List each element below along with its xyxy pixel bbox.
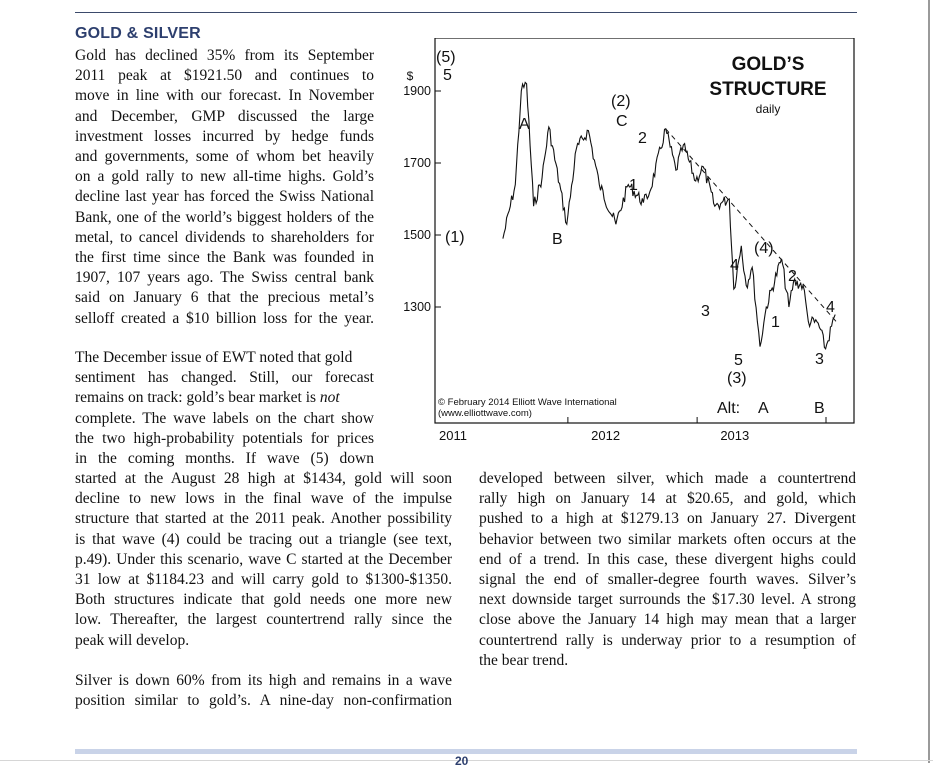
- text-line: structure that started at the 2011 peak. Another possibility: [75, 510, 452, 528]
- wave-label: 4: [826, 299, 835, 316]
- y-axis-labels: [407, 69, 414, 83]
- text-line: Gold has declined 35% from its September: [75, 47, 374, 64]
- text-line: rally high on January 14 at $20.65, and gold, which: [479, 490, 856, 508]
- text-line: decline last year has forced the Swiss National: [75, 188, 374, 206]
- text-line: peak will develop.: [75, 631, 190, 649]
- wave-label: 5: [443, 67, 452, 84]
- text-line: the two high-probability potentials for prices: [75, 429, 374, 447]
- paragraph-divergence: [479, 469, 856, 671]
- text-line: Silver is down 60% from its high and remains in a wave: [75, 672, 452, 689]
- paragraph-gold-intro: [75, 46, 374, 329]
- text-line: [75, 388, 374, 408]
- text-line: 31 low at $1184.23 and will carry gold to $1300-$1350.: [75, 571, 452, 589]
- y-unit-label: $: [406, 69, 414, 83]
- text-line: The December issue of EWT noted that gold: [75, 349, 353, 366]
- paragraph-forecast-wide: [75, 469, 452, 651]
- text-line: selloff created a $10 billion loss for the year.: [75, 309, 374, 327]
- y-tick-label: 1700: [403, 156, 431, 170]
- gold-structure-chart: [380, 38, 857, 448]
- text-line: started at the August 28 high at $1434, gold will soon: [75, 470, 452, 487]
- paragraph-silver: [75, 671, 452, 711]
- text-line: in the coming months. If wave (5) down: [75, 450, 374, 468]
- text-line: move in line with our forecast. In November: [75, 87, 374, 105]
- wave-label: C: [616, 113, 628, 130]
- wave-label: (1): [445, 229, 465, 246]
- chart-title-line1: GOLD’S: [731, 54, 805, 75]
- copyright-line1: © February 2014 Elliott Wave International: [438, 397, 617, 408]
- wave-label: A: [519, 116, 530, 133]
- text-line: complete. The wave labels on the chart show: [75, 409, 374, 427]
- text-line: signal the end of smaller-degree fourth waves. Silver’s: [479, 571, 856, 589]
- wave-label: 3: [701, 303, 710, 320]
- y-tick-label: 1300: [403, 300, 431, 314]
- wave-label: 3: [815, 351, 824, 368]
- text-line: sentiment has changed. Still, our forecast: [75, 369, 374, 387]
- text-line: position similar to gold’s. A nine-day non-confirmation: [75, 692, 452, 710]
- page-edge: [928, 0, 930, 763]
- wave-label: 2: [638, 130, 647, 147]
- text-fragment: remains on track: gold’s bear market is: [75, 389, 317, 407]
- text-line: developed between silver, which made a countertrend: [479, 470, 856, 487]
- text-line: the bear trend.: [479, 651, 569, 669]
- wave-label: B: [552, 231, 563, 248]
- paragraph-forecast-narrow: [75, 348, 374, 469]
- text-line: pushed to a high at $1279.13 on January 27. Divergent: [479, 510, 856, 528]
- x-tick-label: 2011: [439, 428, 467, 443]
- text-line: said on January 6 that the precious metal’s: [75, 289, 374, 307]
- y-tick-label: 1900: [403, 84, 431, 98]
- chart-subtitle: daily: [755, 102, 781, 116]
- text-line: close above the January 14 high may mean that a larger: [479, 611, 856, 629]
- text-line: and December, GMP discussed the large: [75, 107, 374, 125]
- section-heading: GOLD & SILVER: [75, 25, 201, 42]
- text-line: Bank, one of the world’s biggest holders of the: [75, 208, 374, 226]
- emphasis-text: not: [319, 389, 340, 407]
- text-line: countertrend rally is underway prior to a resumption of: [479, 631, 856, 649]
- wave-label: 1: [629, 177, 638, 194]
- text-line: 2011 peak at $1921.50 and continues to: [75, 67, 374, 85]
- alt-label: Alt:: [717, 400, 741, 417]
- text-line: on a gold rally to new all-time highs. Gold’s: [75, 168, 374, 186]
- wave-label: (3): [727, 370, 747, 387]
- text-line: 1907, 107 years ago. The Swiss central bank: [75, 269, 374, 287]
- wave-label: 4: [730, 257, 739, 274]
- text-line: p.49). Under this scenario, wave C started at the December: [75, 550, 452, 568]
- top-rule: [75, 12, 857, 13]
- wave-label: 2: [788, 268, 797, 285]
- text-line: behavior between two similar markets often occurs at the: [479, 530, 856, 548]
- text-line: next downside target surrounds the $17.30 level. A strong: [479, 591, 856, 609]
- text-line: low. Thereafter, the largest countertrend rally since the: [75, 611, 452, 629]
- text-line: and governments, some of whom bet heavily: [75, 148, 374, 166]
- text-line: Both structures indicate that gold needs one more new: [75, 591, 452, 609]
- wave-label: 1: [771, 314, 780, 331]
- text-line: investment losses incurred by hedge funds: [75, 127, 374, 145]
- wave-label: A: [758, 400, 769, 417]
- text-line: the first time since the Bank was founded in: [75, 249, 374, 267]
- chart-title-line2: STRUCTURE: [709, 79, 827, 100]
- copyright-line2: (www.elliottwave.com): [438, 408, 532, 419]
- y-tick-label: 1500: [403, 228, 431, 242]
- wave-label: B: [814, 400, 825, 417]
- x-tick-label: 2013: [720, 428, 750, 443]
- wave-label: (5): [436, 49, 456, 66]
- wave-label: (4): [754, 240, 774, 257]
- x-tick-label: 2012: [591, 428, 621, 443]
- text-line: decline to new lows in the final wave of the impulse: [75, 490, 452, 508]
- wave-label: 5: [734, 352, 743, 369]
- page-number: 20: [455, 754, 469, 768]
- text-line: metal, to cancel dividends to shareholders for: [75, 228, 374, 246]
- text-line: end of a trend. In this case, these divergent highs could: [479, 550, 856, 568]
- text-line: is that wave (4) could be tracing out a triangle (see text,: [75, 530, 452, 548]
- wave-label: (2): [611, 93, 631, 110]
